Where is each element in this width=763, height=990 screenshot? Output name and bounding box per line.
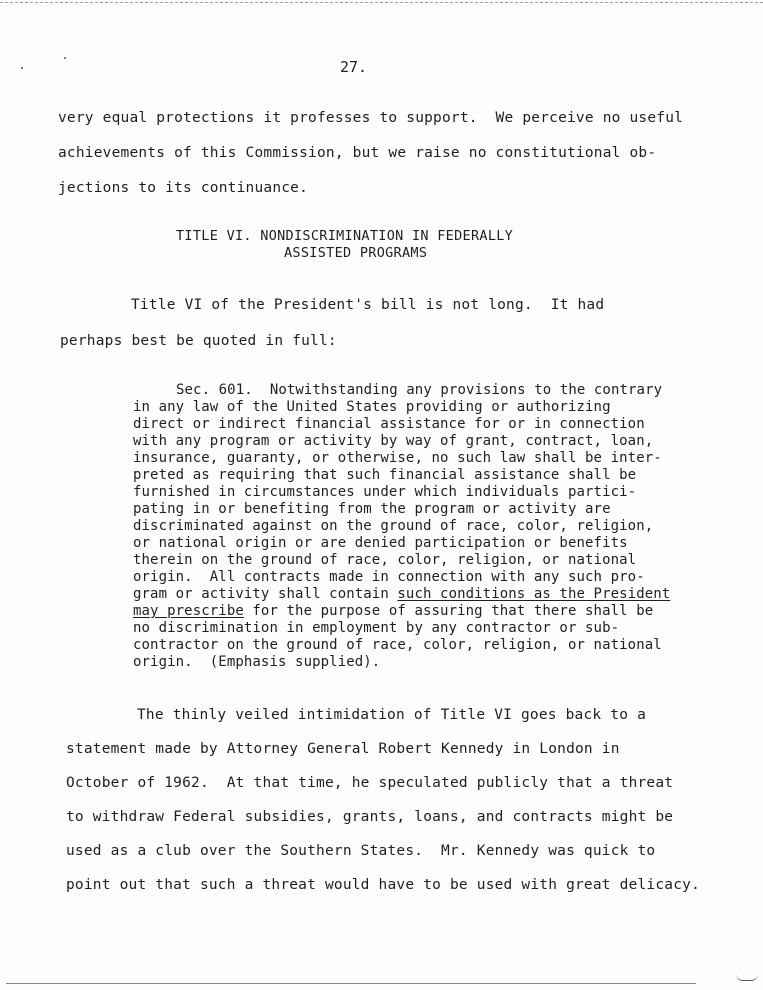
quotation-line [133,603,653,620]
quotation-text: for the purpose of assuring that there shall be [243,603,654,619]
page-number: 27. [340,58,368,76]
paragraph-3-line: used as a club over the Southern States. Mr. Kennedy was quick to [66,843,656,859]
quotation-line: direct or indirect financial assistance for or in connection [133,416,645,432]
quotation-line: contractor on the ground of race, color, religion, or national [133,637,662,653]
paragraph-3-line: to withdraw Federal subsidies, grants, loans, and contracts might be [66,809,674,825]
scan-speck [64,57,66,59]
paragraph-3-line: The thinly veiled intimidation of Title VI goes back to a [137,707,646,723]
heading-line: ASSISTED PROGRAMS [284,245,428,261]
quotation-line: Sec. 601. Notwithstanding any provisions to the contrary [176,382,663,398]
top-edge-rule [0,2,763,3]
quotation-line: therein on the ground of race, color, religion, or national [133,552,637,568]
quotation-line [133,586,670,603]
scan-corner-mark [736,974,758,981]
bottom-edge-rule [6,983,696,984]
paragraph-2-line: perhaps best be quoted in full: [60,333,337,349]
quotation-line: preted as requiring that such financial assistance shall be [133,467,637,483]
paragraph-3-line: October of 1962. At that time, he speculated publicly that a threat [66,775,674,791]
paragraph-1-line: achievements of this Commission, but we raise no constitutional ob- [58,145,657,161]
paragraph-1-line: very equal protections it professes to support. We perceive no useful [58,110,684,126]
quotation-line: in any law of the United States providing or authorizing [133,399,611,415]
quotation-text: gram or activity shall contain [133,586,398,602]
quotation-line: origin. (Emphasis supplied). [133,654,381,670]
quotation-line: origin. All contracts made in connection with any such pro- [133,569,645,585]
quotation-line: pating in or benefiting from the program or activity are [133,501,611,517]
paragraph-3-line: statement made by Attorney General Robert Kennedy in London in [66,741,620,757]
quotation-line: insurance, guaranty, or otherwise, no such law shall be inter- [133,450,662,466]
emphasized-phrase: may prescribe [133,603,244,619]
quotation-line: discriminated against on the ground of race, color, religion, [133,518,654,534]
quotation-line: furnished in circumstances under which individuals partici- [133,484,637,500]
quotation-line: no discrimination in employment by any contractor or sub- [133,620,620,636]
quotation-line: or national origin or are denied participation or benefits [133,535,628,551]
quotation-line: with any program or activity by way of grant, contract, loan, [133,433,654,449]
scan-speck [21,67,23,69]
heading-line: TITLE VI. NONDISCRIMINATION IN FEDERALLY [176,228,514,244]
emphasized-phrase: such conditions as the President [397,586,671,602]
paragraph-1-line: jections to its continuance. [58,180,309,196]
paragraph-2-line: Title VI of the President's bill is not long. It had [131,297,605,313]
paragraph-3-line: point out that such a threat would have to be used with great delicacy. [66,877,701,893]
